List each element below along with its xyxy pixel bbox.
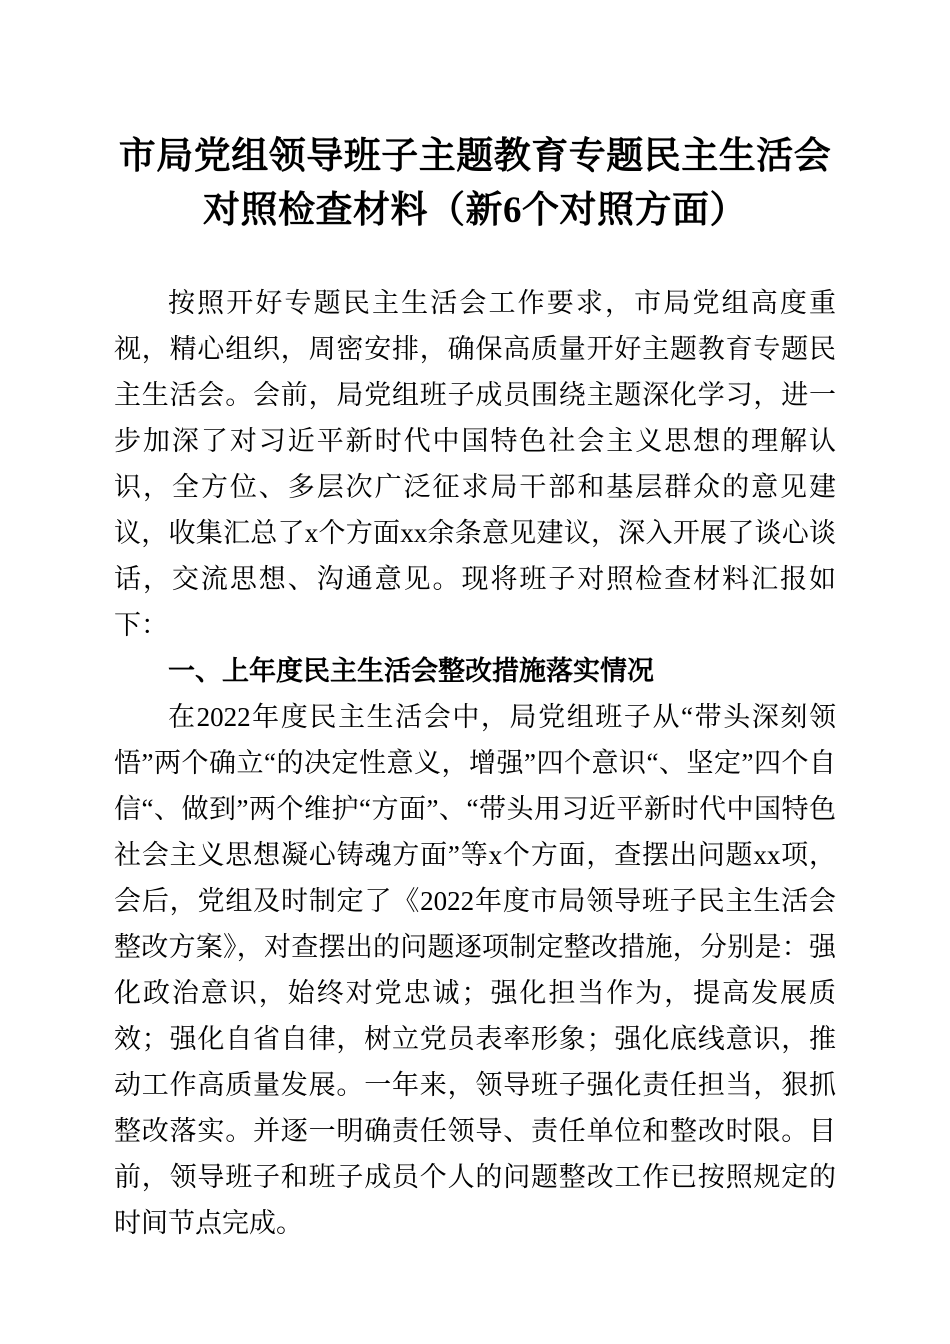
document-title: 市局党组领导班子主题教育专题民主生活会对照检查材料（新6个对照方面）	[118, 136, 832, 231]
paragraph-intro: 按照开好专题民主生活会工作要求，市局党组高度重视，精心组织，周密安排，确保高质量开好主题教育专题民主生活会。会前，局党组班子成员围绕主题深化学习，进一步加深了对习近平新时代中国特色社会主义思想的理解认识，全方位、多层次广泛征求局干部和基层群众的意见建议，收集汇总了x个方面xx余条意见建议，深入开展了谈心谈话，交流思想、沟通意见。现将班子对照检查材料汇报如下：	[114, 288, 836, 640]
paragraph-section-1: 在2022年度民主生活会中，局党组班子从“带头深刻领悟”两个确立“的决定性意义，增强”四个意识“、坚定”四个自信“、做到”两个维护“方面”、“带头用习近平新时代中国特色社会主义思想凝心铸魂方面”等x个方面，查摆出问题xx项，会后，党组及时制定了《2022年度市局领导班子民主生活会整改方案》，对查摆出的问题逐项制定整改措施，分别是：强化政治意识，始终对党忠诚；强化担当作为，提高发展质效；强化自省自律，树立党员表率形象；强化底线意识，推动工作高质量发展。一年来，领导班子强化责任担当，狠抓整改落实。并逐一明确责任领导、责任单位和整改时限。目前，领导班子和班子成员个人的问题整改工作已按照规定的时间节点完成。	[114, 702, 836, 1238]
section-heading-1: 一、上年度民主生活会整改措施落实情况	[168, 656, 654, 686]
